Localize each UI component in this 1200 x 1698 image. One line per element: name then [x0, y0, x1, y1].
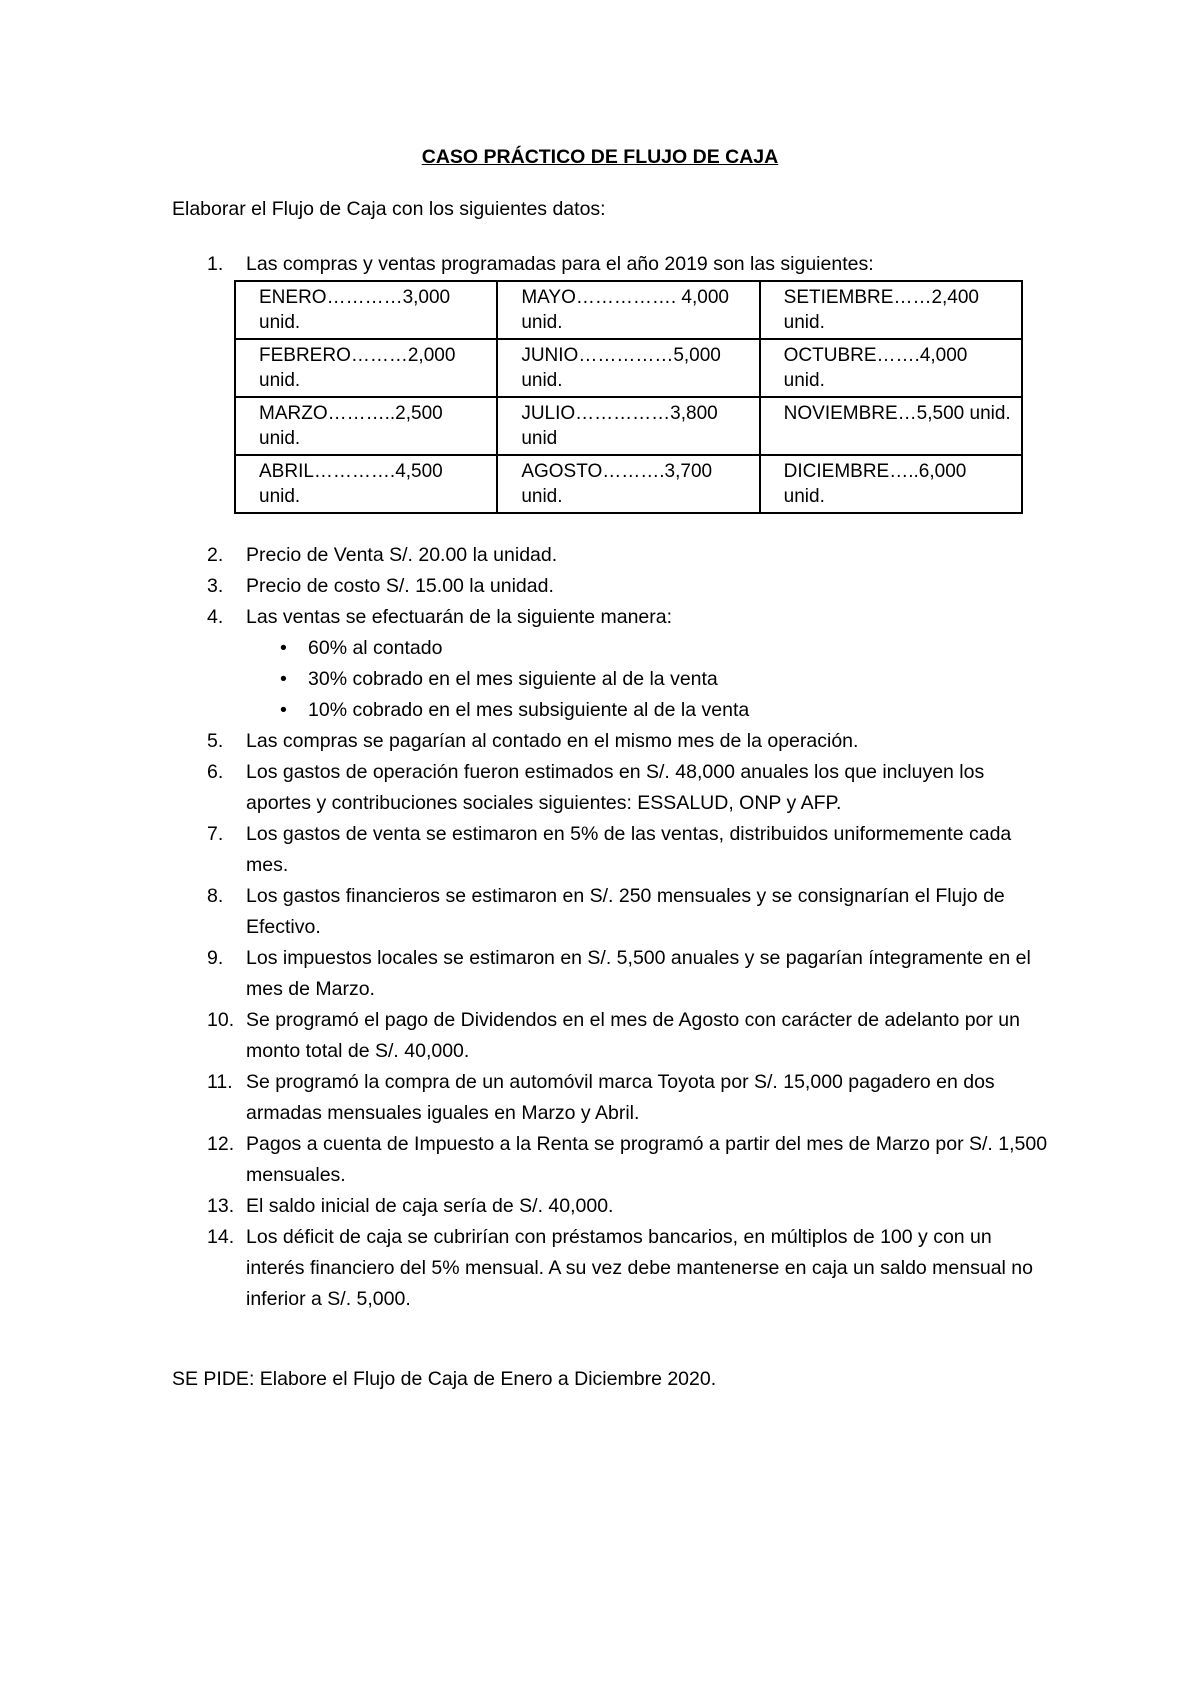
table-row [235, 455, 1022, 513]
bullet-icon: • [280, 699, 287, 721]
table-cell: MARZO………..2,500 unid. [235, 397, 497, 455]
table-cell: ABRIL………….4,500 unid. [235, 455, 497, 513]
item-text: Los gastos financieros se estimaron en S/. 250 mensuales y se consignarían el Flujo de Efectivo. [246, 885, 1005, 938]
table-cell: SETIEMBRE……2,400 unid. [760, 281, 1022, 339]
item-number: 8. [207, 885, 224, 907]
list-item [172, 1222, 1052, 1315]
numbered-list [172, 249, 1052, 1315]
item-number: 10. [207, 1009, 235, 1031]
item-text: Los impuestos locales se estimaron en S/. 5,500 anuales y se pagarían íntegramente en el mes de Marzo. [246, 947, 1031, 1000]
item-text: Pagos a cuenta de Impuesto a la Renta se programó a partir del mes de Marzo por S/. 1,500 mensuales. [246, 1133, 1048, 1186]
list-item [172, 571, 1052, 602]
item-number: 11. [207, 1071, 233, 1093]
table-cell: OCTUBRE…….4,000 unid. [760, 339, 1022, 397]
bullet-icon: • [280, 637, 287, 659]
item-number: 4. [207, 606, 224, 628]
list-item [172, 1005, 1052, 1067]
item-text: Precio de Venta S/. 20.00 la unidad. [246, 544, 558, 566]
table-cell: JULIO……………3,800 unid [497, 397, 759, 455]
item-number: 7. [207, 823, 224, 845]
item-number: 13. [207, 1195, 235, 1217]
item-number: 1. [207, 253, 224, 275]
item-text: Las ventas se efectuarán de la siguiente manera: [246, 606, 673, 628]
item-number: 14. [207, 1226, 235, 1248]
table-cell: MAYO……………. 4,000 unid. [497, 281, 759, 339]
sale-term-item [246, 664, 1052, 695]
document-title: CASO PRÁCTICO DE FLUJO DE CAJA [421, 146, 779, 168]
table-row [235, 339, 1022, 397]
list-item [172, 1191, 1052, 1222]
item-text: Los gastos de operación fueron estimados en S/. 48,000 anuales los que incluyen los aportes y contribuciones sociales siguientes: ESSALUD, ONP y AFP. [246, 761, 985, 814]
item-text: El saldo inicial de caja sería de S/. 40,000. [246, 1195, 614, 1217]
sale-term-item [246, 695, 1052, 726]
sale-terms-list [246, 633, 1052, 726]
table-cell: DICIEMBRE…..6,000 unid. [760, 455, 1022, 513]
list-item [172, 249, 1052, 280]
item-number: 6. [207, 761, 224, 783]
list-item [172, 1129, 1052, 1191]
list-item [172, 726, 1052, 757]
list-item [172, 602, 1052, 726]
table-row [235, 281, 1022, 339]
intro-text: Elaborar el Flujo de Caja con los siguientes datos: [172, 198, 606, 220]
item-text: Los gastos de venta se estimaron en 5% de las ventas, distribuidos uniformemente cada mes. [246, 823, 1012, 876]
table-cell: ENERO…………3,000 unid. [235, 281, 497, 339]
item-number: 5. [207, 730, 224, 752]
sale-term-item [246, 633, 1052, 664]
item-number: 2. [207, 544, 224, 566]
bullet-icon: • [280, 668, 287, 690]
table-cell: AGOSTO……….3,700 unid. [497, 455, 759, 513]
sale-term-text: 10% cobrado en el mes subsiguiente al de la venta [308, 699, 750, 721]
list-item [172, 757, 1052, 819]
item-number: 3. [207, 575, 224, 597]
monthly-units-table-wrap [234, 280, 1052, 514]
item-text: Se programó la compra de un automóvil marca Toyota por S/. 15,000 pagadero en dos armadas mensuales iguales en Marzo y Abril. [246, 1071, 995, 1124]
monthly-units-table [234, 280, 1023, 514]
sale-term-text: 30% cobrado en el mes siguiente al de la venta [308, 668, 718, 690]
task-request: SE PIDE: Elabore el Flujo de Caja de Enero a Diciembre 2020. [172, 1368, 717, 1390]
list-item [172, 943, 1052, 1005]
list-item [172, 1067, 1052, 1129]
list-item [172, 881, 1052, 943]
item-text: Los déficit de caja se cubrirían con préstamos bancarios, en múltiplos de 100 y con un interés financiero del 5% mensual. A su vez debe mantenerse en caja un saldo mensual no inferior a S/. 5,000. [246, 1226, 1033, 1310]
item-number: 9. [207, 947, 224, 969]
item-text: Las compras se pagarían al contado en el mismo mes de la operación. [246, 730, 859, 752]
list-item [172, 540, 1052, 571]
table-cell: JUNIO……………5,000 unid. [497, 339, 759, 397]
item-text: Precio de costo S/. 15.00 la unidad. [246, 575, 554, 597]
item-number: 12. [207, 1133, 235, 1155]
table-row [235, 397, 1022, 455]
sale-term-text: 60% al contado [308, 637, 443, 659]
list-item [172, 819, 1052, 881]
table-cell: NOVIEMBRE…5,500 unid. [760, 397, 1022, 455]
table-cell: FEBRERO………2,000 unid. [235, 339, 497, 397]
item-text: Se programó el pago de Dividendos en el mes de Agosto con carácter de adelanto por un monto total de S/. 40,000. [246, 1009, 1021, 1062]
item-text: Las compras y ventas programadas para el año 2019 son las siguientes: [246, 253, 874, 275]
